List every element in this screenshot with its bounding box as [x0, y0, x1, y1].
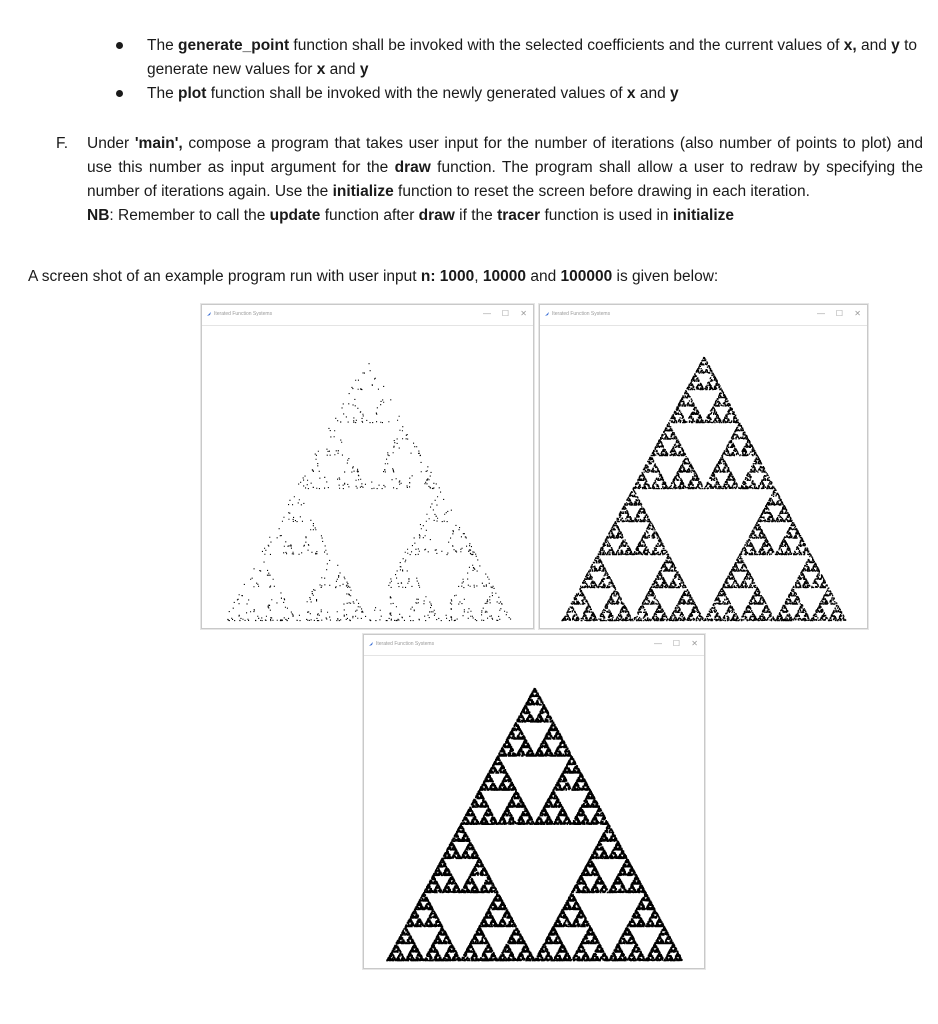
feather-icon: [206, 311, 212, 317]
program-window-100000: [363, 634, 705, 969]
window-titlebar: [364, 635, 704, 656]
text-run: and: [526, 268, 561, 285]
bold-term: draw: [394, 159, 431, 176]
bullet-text: [147, 34, 927, 82]
bold-term: generate_point: [178, 37, 290, 54]
sierpinski-plot: [542, 326, 865, 626]
plotted-points: [386, 688, 683, 962]
program-window-10000: [539, 304, 868, 629]
window-titlebar: [540, 305, 867, 326]
section-f: [0, 132, 938, 228]
minimize-icon[interactable]: —: [483, 309, 491, 318]
bullet-list: [0, 34, 938, 106]
text-run: and: [325, 61, 360, 78]
drawing-canvas: [366, 656, 702, 966]
text-run: compose a program that takes user input for the number of iterations (also number of points to plot) and use this number as input argument for the: [87, 135, 923, 176]
window-titlebar: [202, 305, 533, 326]
plot-point-cloud: [561, 357, 846, 621]
bold-term: draw: [418, 207, 455, 224]
text-run: The: [147, 37, 179, 54]
drawing-canvas: [204, 326, 531, 626]
window-title: Iterated Function Systems: [376, 641, 435, 647]
bold-term: 100000: [560, 268, 613, 285]
bold-term: initialize: [672, 207, 735, 224]
close-icon[interactable]: ✕: [691, 639, 698, 648]
plot-point-cloud: [227, 363, 511, 621]
minimize-icon[interactable]: —: [654, 639, 662, 648]
text-run: Under: [87, 135, 135, 152]
maximize-icon[interactable]: ☐: [672, 639, 680, 648]
plot-point-cloud: [386, 688, 683, 962]
text-run: and: [635, 85, 671, 102]
bold-term: x: [316, 61, 326, 78]
text-run: function shall be invoked with the selected coefficients and the current values of: [289, 37, 844, 54]
drawing-canvas: [542, 326, 865, 626]
window-title: Iterated Function Systems: [214, 311, 273, 317]
text-run: function is used in: [540, 207, 673, 224]
text-run: ,: [474, 268, 483, 285]
bold-term: tracer: [497, 207, 541, 224]
feather-icon: [544, 311, 550, 317]
program-window-1000: [201, 304, 534, 629]
text-run: The: [147, 85, 179, 102]
bullet-item: [0, 34, 938, 82]
bold-term: NB: [87, 207, 110, 224]
text-run: : Remember to call the: [109, 207, 270, 224]
nb-note: [87, 204, 938, 228]
bold-term: 'main',: [134, 135, 183, 152]
bold-term: n: 1000: [420, 268, 475, 285]
bold-term: x,: [843, 37, 857, 54]
bold-term: initialize: [332, 183, 394, 200]
bold-term: y: [891, 37, 900, 54]
plotted-points: [561, 357, 846, 621]
text-run: to generate new values for: [147, 37, 918, 78]
bold-term: x: [626, 85, 636, 102]
maximize-icon[interactable]: ☐: [501, 309, 509, 318]
text-run: if the: [454, 207, 498, 224]
text-run: function shall be invoked with the newly generated values of: [206, 85, 627, 102]
maximize-icon[interactable]: ☐: [835, 309, 843, 318]
plotted-points: [227, 363, 511, 621]
bullet-item: [0, 82, 938, 106]
bold-term: update: [269, 207, 321, 224]
close-icon[interactable]: ✕: [854, 309, 861, 318]
bullet-text: [147, 82, 927, 106]
text-run: function after: [320, 207, 419, 224]
text-run: A screen shot of an example program run with user input: [28, 268, 421, 285]
window-title: Iterated Function Systems: [552, 311, 611, 317]
bold-term: y: [359, 61, 369, 78]
screenshot-intro: [28, 265, 718, 289]
section-marker: F.: [56, 135, 69, 152]
bold-term: plot: [178, 85, 207, 102]
bullet-dot: [116, 90, 123, 97]
text-run: and: [856, 37, 892, 54]
minimize-icon[interactable]: —: [817, 309, 825, 318]
section-f-paragraph: [87, 132, 923, 204]
text-run: is given below:: [612, 268, 719, 285]
bullet-dot: [116, 42, 123, 49]
sierpinski-plot: [204, 326, 531, 626]
bold-term: 10000: [482, 268, 527, 285]
feather-icon: [368, 641, 374, 647]
bold-term: y: [670, 85, 679, 102]
sierpinski-plot: [366, 656, 702, 966]
close-icon[interactable]: ✕: [520, 309, 527, 318]
text-run: function. The program shall allow a user to redraw by specifying the number of iterations again. Use the: [87, 159, 923, 200]
text-run: function to reset the screen before drawing in each iteration.: [393, 183, 810, 200]
